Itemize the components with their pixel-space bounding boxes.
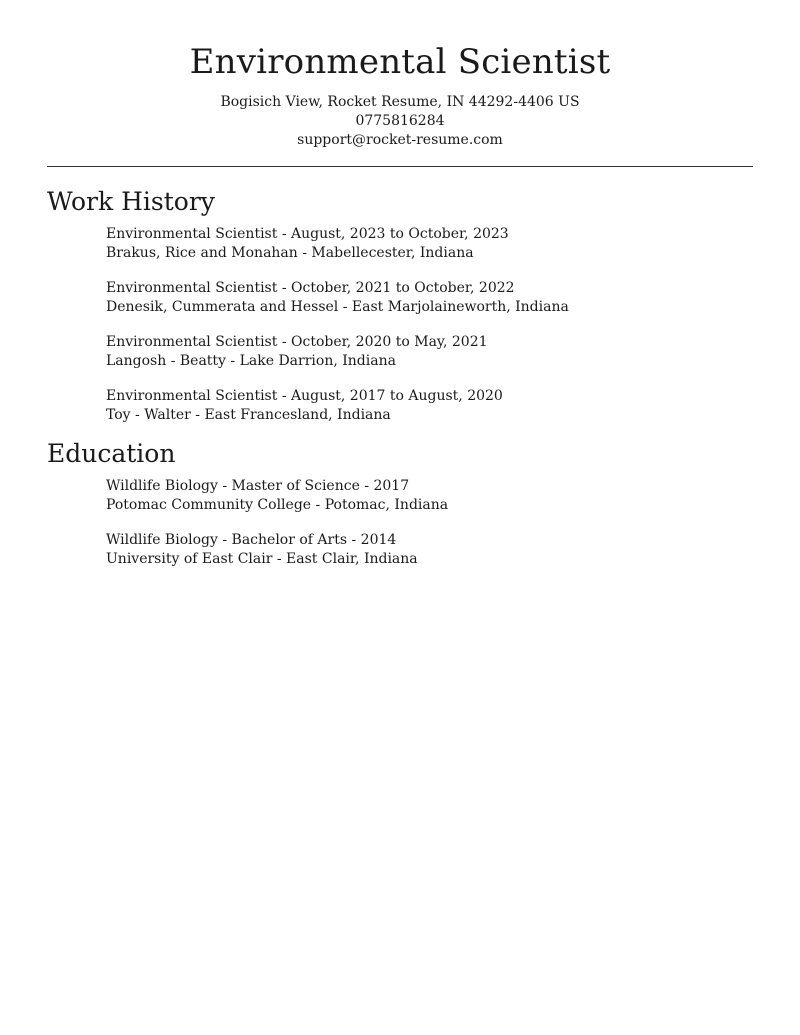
education-entry-degree: Wildlife Biology - Bachelor of Arts - 2014: [106, 532, 397, 548]
work-entry-title: Environmental Scientist - August, 2023 to October, 2023: [106, 226, 509, 242]
education-entry-degree: Wildlife Biology - Master of Science - 2017: [106, 478, 410, 494]
education-entry: [106, 477, 753, 515]
phone-text: 0775816284: [355, 113, 445, 129]
work-entry-employer: Denesik, Cummerata and Hessel - East Marjolaineworth, Indiana: [106, 299, 569, 315]
work-history-heading: Work History: [47, 187, 215, 216]
work-entry-title: Environmental Scientist - August, 2017 to August, 2020: [106, 388, 503, 404]
work-entry: [106, 333, 753, 371]
work-history-section: [0, 185, 800, 425]
contact-info: [0, 93, 800, 150]
address-text: Bogisich View, Rocket Resume, IN 44292-4406 US: [220, 94, 580, 110]
header-divider: [47, 166, 753, 167]
email-text: support@rocket-resume.com: [297, 132, 503, 148]
education-section: [0, 437, 800, 569]
education-heading: Education: [47, 439, 176, 468]
resume-header: [0, 0, 800, 150]
work-entry: [106, 387, 753, 425]
education-list: [47, 477, 753, 569]
work-entry-employer: Brakus, Rice and Monahan - Mabellecester, Indiana: [106, 245, 474, 261]
education-entry: [106, 531, 753, 569]
page-title: Environmental Scientist: [189, 42, 611, 82]
work-entry-employer: Langosh - Beatty - Lake Darrion, Indiana: [106, 353, 396, 369]
work-entry: [106, 225, 753, 263]
work-entry-title: Environmental Scientist - October, 2021 to October, 2022: [106, 280, 515, 296]
work-entry: [106, 279, 753, 317]
education-entry-school: University of East Clair - East Clair, Indiana: [106, 551, 418, 567]
work-entry-title: Environmental Scientist - October, 2020 to May, 2021: [106, 334, 488, 350]
education-entry-school: Potomac Community College - Potomac, Indiana: [106, 497, 449, 513]
work-entry-employer: Toy - Walter - East Francesland, Indiana: [106, 407, 391, 423]
work-history-list: [47, 225, 753, 425]
